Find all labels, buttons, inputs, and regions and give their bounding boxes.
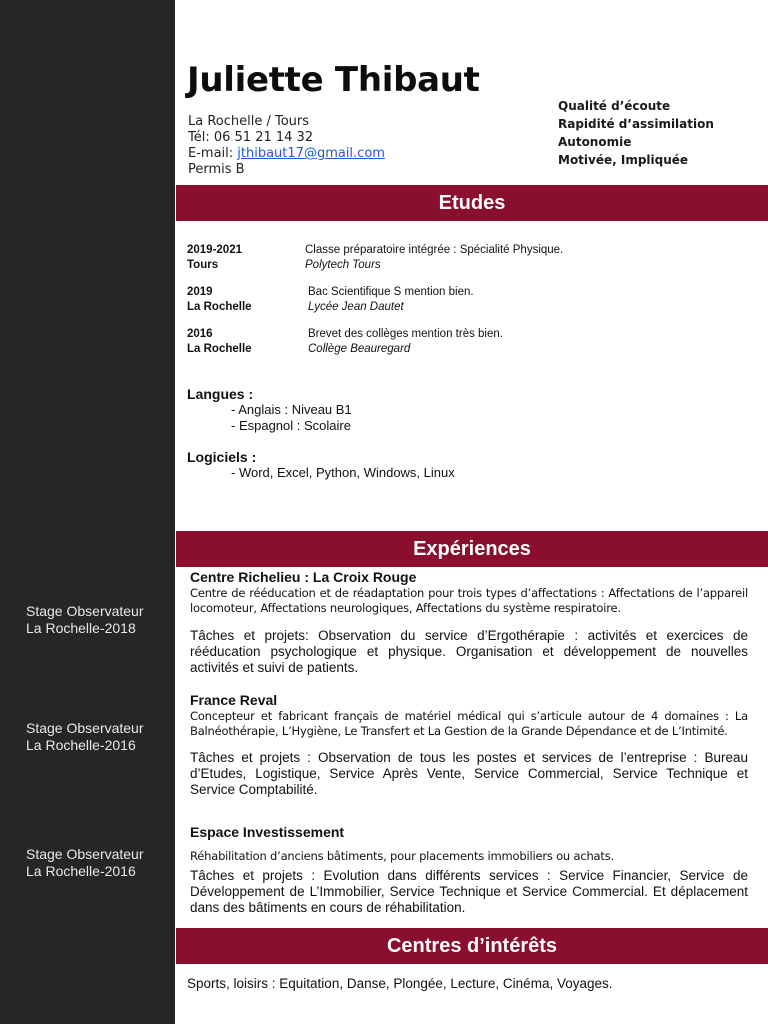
email-line xyxy=(188,146,385,162)
interests-label: Sports, loisirs : xyxy=(187,976,280,991)
education-school: Collège Beauregard xyxy=(308,343,411,355)
email-label: E-mail: xyxy=(188,146,238,161)
software-item: - Word, Excel, Python, Windows, Linux xyxy=(231,465,455,480)
section-header-interests: Centres d’intérêts xyxy=(176,928,768,964)
education-title: Brevet des collèges mention très bien. xyxy=(308,328,503,340)
education-title: Bac Scientifique S mention bien. xyxy=(308,286,474,298)
experience-tasks: Tâches et projets : Evolution dans différents services : Service Financier, Service de Développement de L’Immobilier, Service Technique et Service Commercial. Et déplacement dans des bâtiments en cours de réhabilitation. xyxy=(190,868,748,915)
experience-1-role: Stage Observateur xyxy=(26,603,144,619)
interests-value: Equitation, Danse, Plongée, Lecture, Cinéma, Voyages. xyxy=(279,976,613,991)
education-years: 2019 xyxy=(187,286,213,298)
software-heading: Logiciels : xyxy=(187,449,257,465)
email-link[interactable]: jthibaut17@gmail.com xyxy=(237,146,385,161)
experience-3 xyxy=(190,824,748,916)
quality-item: Rapidité d’assimilation xyxy=(558,117,714,131)
experience-2-role: Stage Observateur xyxy=(26,720,144,736)
education-school: Polytech Tours xyxy=(305,259,381,271)
quality-item: Autonomie xyxy=(558,135,632,149)
contact-info xyxy=(188,114,385,178)
section-header-experiences: Expériences xyxy=(176,531,768,567)
experience-3-sidebar-label xyxy=(26,846,144,880)
experience-company: France Reval xyxy=(190,692,278,708)
driving-permit: Permis B xyxy=(188,162,245,177)
experience-description: Centre de rééducation et de réadaptation pour trois types d’affectations : Affectations de l’appareil locomoteur, Affectations neurologiques, Affectations du système respiratoire. xyxy=(190,586,748,615)
education-place: Tours xyxy=(187,259,219,271)
languages-heading: Langues : xyxy=(187,386,254,402)
education-place: La Rochelle xyxy=(187,343,252,355)
experience-description: Concepteur et fabricant français de matériel médical qui s’articule autour de 4 domaines : La Balnéothérapie, L’Hygiène, Le Transfert et La Gestion de la Grande Dépendance et de L’Intimité. xyxy=(190,709,748,738)
experience-3-place: La Rochelle-2016 xyxy=(26,863,136,879)
phone: Tél: 06 51 21 14 32 xyxy=(188,130,314,145)
software-section xyxy=(187,449,455,481)
experience-1 xyxy=(190,569,748,676)
quality-item: Motivée, Impliquée xyxy=(558,153,689,167)
experience-3-role: Stage Observateur xyxy=(26,846,144,862)
experience-2-sidebar-label xyxy=(26,720,144,754)
experience-1-sidebar-label xyxy=(26,603,144,637)
experience-2 xyxy=(190,692,748,798)
experience-description: Réhabilitation d’anciens bâtiments, pour placements immobiliers ou achats. xyxy=(190,849,614,863)
education-school: Lycée Jean Dautet xyxy=(308,301,404,313)
experience-1-place: La Rochelle-2018 xyxy=(26,620,136,636)
experience-tasks: Tâches et projets: Observation du service d’Ergothérapie : activités et exercices de rééducation psychologique et physique. Organisation et développement de nouvelles activités et suivi de patients. xyxy=(190,628,748,675)
experience-company: Centre Richelieu : La Croix Rouge xyxy=(190,569,417,585)
candidate-name: Juliette Thibaut xyxy=(187,60,480,100)
education-title: Classe préparatoire intégrée : Spécialité Physique. xyxy=(305,244,564,256)
qualities-list xyxy=(558,97,714,169)
quality-item: Qualité d’écoute xyxy=(558,99,671,113)
language-item: - Espagnol : Scolaire xyxy=(231,418,351,433)
experience-2-place: La Rochelle-2016 xyxy=(26,737,136,753)
education-years: 2016 xyxy=(187,328,213,340)
section-header-etudes: Etudes xyxy=(176,185,768,221)
location: La Rochelle / Tours xyxy=(188,114,310,129)
language-item: - Anglais : Niveau B1 xyxy=(231,402,352,417)
experience-tasks: Tâches et projets : Observation de tous les postes et services de l’entreprise : Bureau d’Etudes, Logistique, Service Après Vente, Service Commercial, Service Technique et Service Comptabilité. xyxy=(190,750,748,797)
experience-company: Espace Investissement xyxy=(190,824,345,840)
education-place: La Rochelle xyxy=(187,301,252,313)
interests-line xyxy=(187,976,613,991)
education-years: 2019-2021 xyxy=(187,244,242,256)
languages-section xyxy=(187,386,352,434)
